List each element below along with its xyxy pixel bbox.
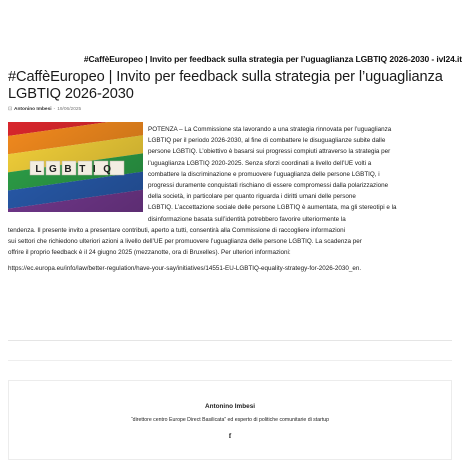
letter-tiles <box>30 161 124 175</box>
article-image <box>8 122 143 212</box>
article-body-wrapped <box>148 124 462 225</box>
body-line: POTENZA – La Commissione sta lavorando a una strategia rinnovata per l’uguaglianza <box>148 126 392 133</box>
body-line: l’uguaglianza LGBTIQ 2020-2025. Senza sforzi coordinati a livello dell’UE volti a <box>148 159 372 167</box>
body-line: LGBTIQ per il periodo 2026-2030, al fine di combattere le disuguaglianze subite dalle <box>148 137 386 145</box>
body-line: sui settori che richiedono ulteriori azioni a livello dell’UE per promuovere l’uguaglianza delle persone LGBTIQ. La scadenza per <box>8 238 362 246</box>
site-title-bar: #CaffèEuropeo | Invito per feedback sulla strategia per l’uguaglianza LGBTIQ 2026-2030 - ivl24.it <box>83 54 462 64</box>
publish-date: 19/06/2025 <box>57 107 82 112</box>
divider <box>8 360 452 361</box>
author-box-bio: “direttore centro Europe Direct Basilicata” ed esperto di politiche comunitarie di startup <box>130 417 330 423</box>
divider <box>8 340 452 341</box>
article-meta: ⊡ Antonino Imbesi - 19/06/2025 <box>8 107 82 112</box>
author-link[interactable]: Antonino Imbesi <box>14 107 52 112</box>
svg-text:LGBTIQ: LGBTIQ <box>35 164 119 175</box>
body-line: offrire il proprio feedback è il 24 giugno 2025 (mezzanotte, ora di Bruxelles). Per ulteriori informazioni: <box>8 249 291 257</box>
body-line: della società, in particolare per quanto riguarda i diritti umani delle persone <box>148 193 356 201</box>
article-title: #CaffèEuropeo | Invito per feedback sulla strategia per l’uguaglianza LGBTIQ 2026-2030 <box>8 69 443 102</box>
author-prefix-icon: ⊡ <box>8 107 13 112</box>
body-line: LGBTIQ. L’accettazione sociale delle persone LGBTIQ è aumentata, ma gli stereotipi e la <box>148 204 397 212</box>
author-box-name[interactable]: Antonino Imbesi <box>204 403 256 410</box>
facebook-icon[interactable]: f <box>228 432 232 440</box>
feedback-link[interactable]: https://ec.europa.eu/info/law/better-regulation/have-your-say/initiatives/14551-EU-LGBTIQ-equality-strategy-for-2026-2030_en. <box>8 265 362 272</box>
body-line: disinformazione basata sull’identità potrebbero favorire ulteriormente la <box>148 215 346 223</box>
body-line: combattere la discriminazione e promuovere l’uguaglianza delle persone LGBTIQ, i <box>148 170 380 178</box>
body-line: persone LGBTIQ. L’obiettivo è basarsi sui progressi compiuti attraverso la strategia per <box>148 148 391 156</box>
body-line: tendenza. Il presente invito a presentare contributi, aperto a tutti, consentirà alla Commissione di raccogliere informazioni <box>8 227 346 234</box>
author-box <box>8 380 452 460</box>
article-body-full <box>8 225 468 259</box>
body-line: progressi duramente conquistati rischiano di essere compromessi dalla polarizzazione <box>148 182 389 190</box>
